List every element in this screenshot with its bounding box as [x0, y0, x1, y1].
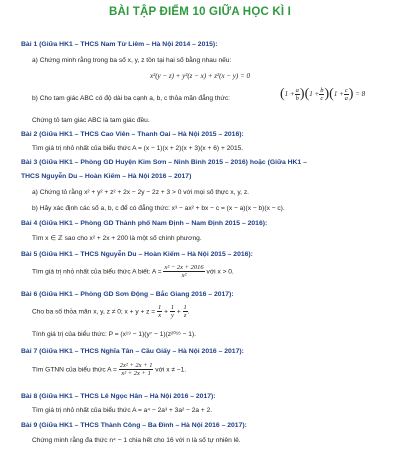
- problem-3b-text: b) Hãy xác định các số a, b, c để có đẳng thức: x³ − ax² + bx − c = (x − a)(x − b)(x − c).: [32, 205, 285, 212]
- problem-3-source: (Giữa HK1 – Phòng GD Huyện Kim Sơn – Ninh Bình 2015 – 2016) hoặc (Giữa HK1 –: [39, 159, 307, 166]
- problem-7-source: (Giữa HK1 – THCS Nghĩa Tân – Cầu Giấy – Hà Nội 2016 – 2017):: [39, 348, 244, 355]
- problem-6-condition: Cho ba số thỏa mãn x, y, z ≠ 0; x + y + z = $\frac{1}{x}$ + $\frac{1}{y}$ + $\frac{1}{z}$ .: [32, 304, 190, 319]
- problem-5-text-line: Tìm giá trị nhỏ nhất của biểu thức A biết: A = $\frac{\text{x² − 2x + 2016}}{\text{x²}}$ với x > 0.: [32, 264, 234, 279]
- problem-9-heading: [21, 421, 247, 430]
- problem-2-label: Bài 2: [21, 131, 38, 138]
- problem-8-text: Tìm giá trị nhỏ nhất của biểu thức A = a⁴ − 2a³ + 3a² − 2a + 2.: [32, 407, 213, 414]
- problem-9-text: Chứng minh rằng đa thức n⁴ − 1 chia hết cho 16 với n là số tự nhiên lẻ.: [32, 437, 241, 444]
- problem-1-heading: [21, 40, 217, 49]
- problem-5-heading: [21, 250, 253, 259]
- problem-7-label: Bài 7: [21, 348, 38, 355]
- page-title: BÀI TẬP ĐIỂM 10 GIỮA HỌC KÌ I: [108, 6, 292, 18]
- problem-3-label: Bài 3: [21, 159, 38, 166]
- problem-9-label: Bài 9: [21, 422, 38, 429]
- problem-6-heading: [21, 290, 234, 299]
- problem-2-heading: [21, 130, 244, 139]
- problem-2-source: (Giữa HK1 – THCS Cao Viên – Thanh Oai – Hà Nội 2015 – 2016):: [39, 131, 244, 138]
- problem-7-heading: [21, 347, 244, 356]
- problem-4-heading: [21, 219, 267, 228]
- problem-3-source-continued: THCS Nguyễn Du – Hoàn Kiếm – Hà Nội 2016 – 2017): [21, 173, 192, 180]
- fraction-c-over-a: $\frac{c}{a}$: [344, 86, 348, 102]
- problem-4-label: Bài 4: [21, 220, 38, 227]
- problem-2-text: Tìm giá trị nhỏ nhất của biểu thức A = (x − 1)(x + 2)(x + 3)(x + 6) + 2015.: [32, 145, 244, 152]
- fraction-a-over-b: $\frac{a}{b}$: [295, 86, 299, 102]
- problem-8-source: (Giữa HK1 – THCS Lê Ngọc Hân – Hà Nội 2016 – 2017):: [39, 393, 216, 400]
- fraction-b-over-c: $\frac{b}{c}$: [320, 86, 324, 102]
- problem-4-source: (Giữa HK1 – Phòng GD Thành phố Nam Định – Nam Định 2015 – 2016):: [39, 220, 268, 227]
- problem-6-source: (Giữa HK1 – Phòng GD Sơn Động – Bắc Giang 2016 – 2017):: [39, 291, 234, 298]
- problem-1b-note: Chứng tỏ tam giác ABC là tam giác đều.: [32, 117, 150, 124]
- problem-7-text-line: Tìm GTNN của biểu thức A = $\frac{\text{2x² + 2x + 1}}{\text{x² + 2x + 1}}$ với x ≠ −1.: [32, 362, 187, 377]
- problem-5-source: (Giữa HK1 – THCS Nguyễn Du – Hoàn Kiếm – Hà Nội 2015 – 2016):: [39, 251, 253, 258]
- problem-7-fraction: $\frac{\text{2x² + 2x + 1}}{\text{x² + 2x + 1}}$: [119, 362, 153, 377]
- problem-1b-formula: (1 + $\frac{a}{b}$ )(1 + $\frac{b}{c}$ )(1 + $\frac{c}{a}$ ) = 8: [280, 86, 366, 102]
- problem-5-label: Bài 5: [21, 251, 38, 258]
- problem-1a-text: a) Chứng minh rằng trong ba số x, y, z tồn tại hai số bằng nhau nếu:: [32, 57, 232, 64]
- problem-1a-formula: x²(y − z) + y²(z − x) + z²(x − y) = 0: [150, 72, 250, 80]
- problem-1-label: Bài 1: [21, 41, 38, 48]
- problem-8-heading: [21, 392, 216, 401]
- problem-1b-text: b) Cho tam giác ABC có độ dài ba cạnh a, b, c thỏa mãn đẳng thức:: [32, 95, 230, 102]
- problem-3-heading: [21, 158, 307, 167]
- problem-5-fraction: $\frac{\text{x² − 2x + 2016}}{\text{x²}}$: [164, 264, 204, 279]
- problem-3a-text: a) Chứng tỏ rằng x² + y² + z² + 2x − 2y − 2z + 3 > 0 với mọi số thực x, y, z.: [32, 189, 249, 196]
- problem-6-expression: Tính giá trị của biểu thức: P = (x¹⁹ − 1)(y⁷ − 1)(z²⁰¹⁶ − 1).: [32, 331, 197, 338]
- problem-4-text: Tìm x ∈ ℤ sao cho x² + 2x + 200 là một số chính phương.: [32, 235, 202, 242]
- problem-8-label: Bài 8: [21, 393, 38, 400]
- problem-9-source: (Giữa HK1 – THCS Thành Công – Ba Đình – Hà Nội 2016 – 2017):: [39, 422, 247, 429]
- problem-1-source: (Giữa HK1 – THCS Nam Từ Liêm – Hà Nội 2014 – 2015):: [39, 41, 218, 48]
- problem-6-label: Bài 6: [21, 291, 38, 298]
